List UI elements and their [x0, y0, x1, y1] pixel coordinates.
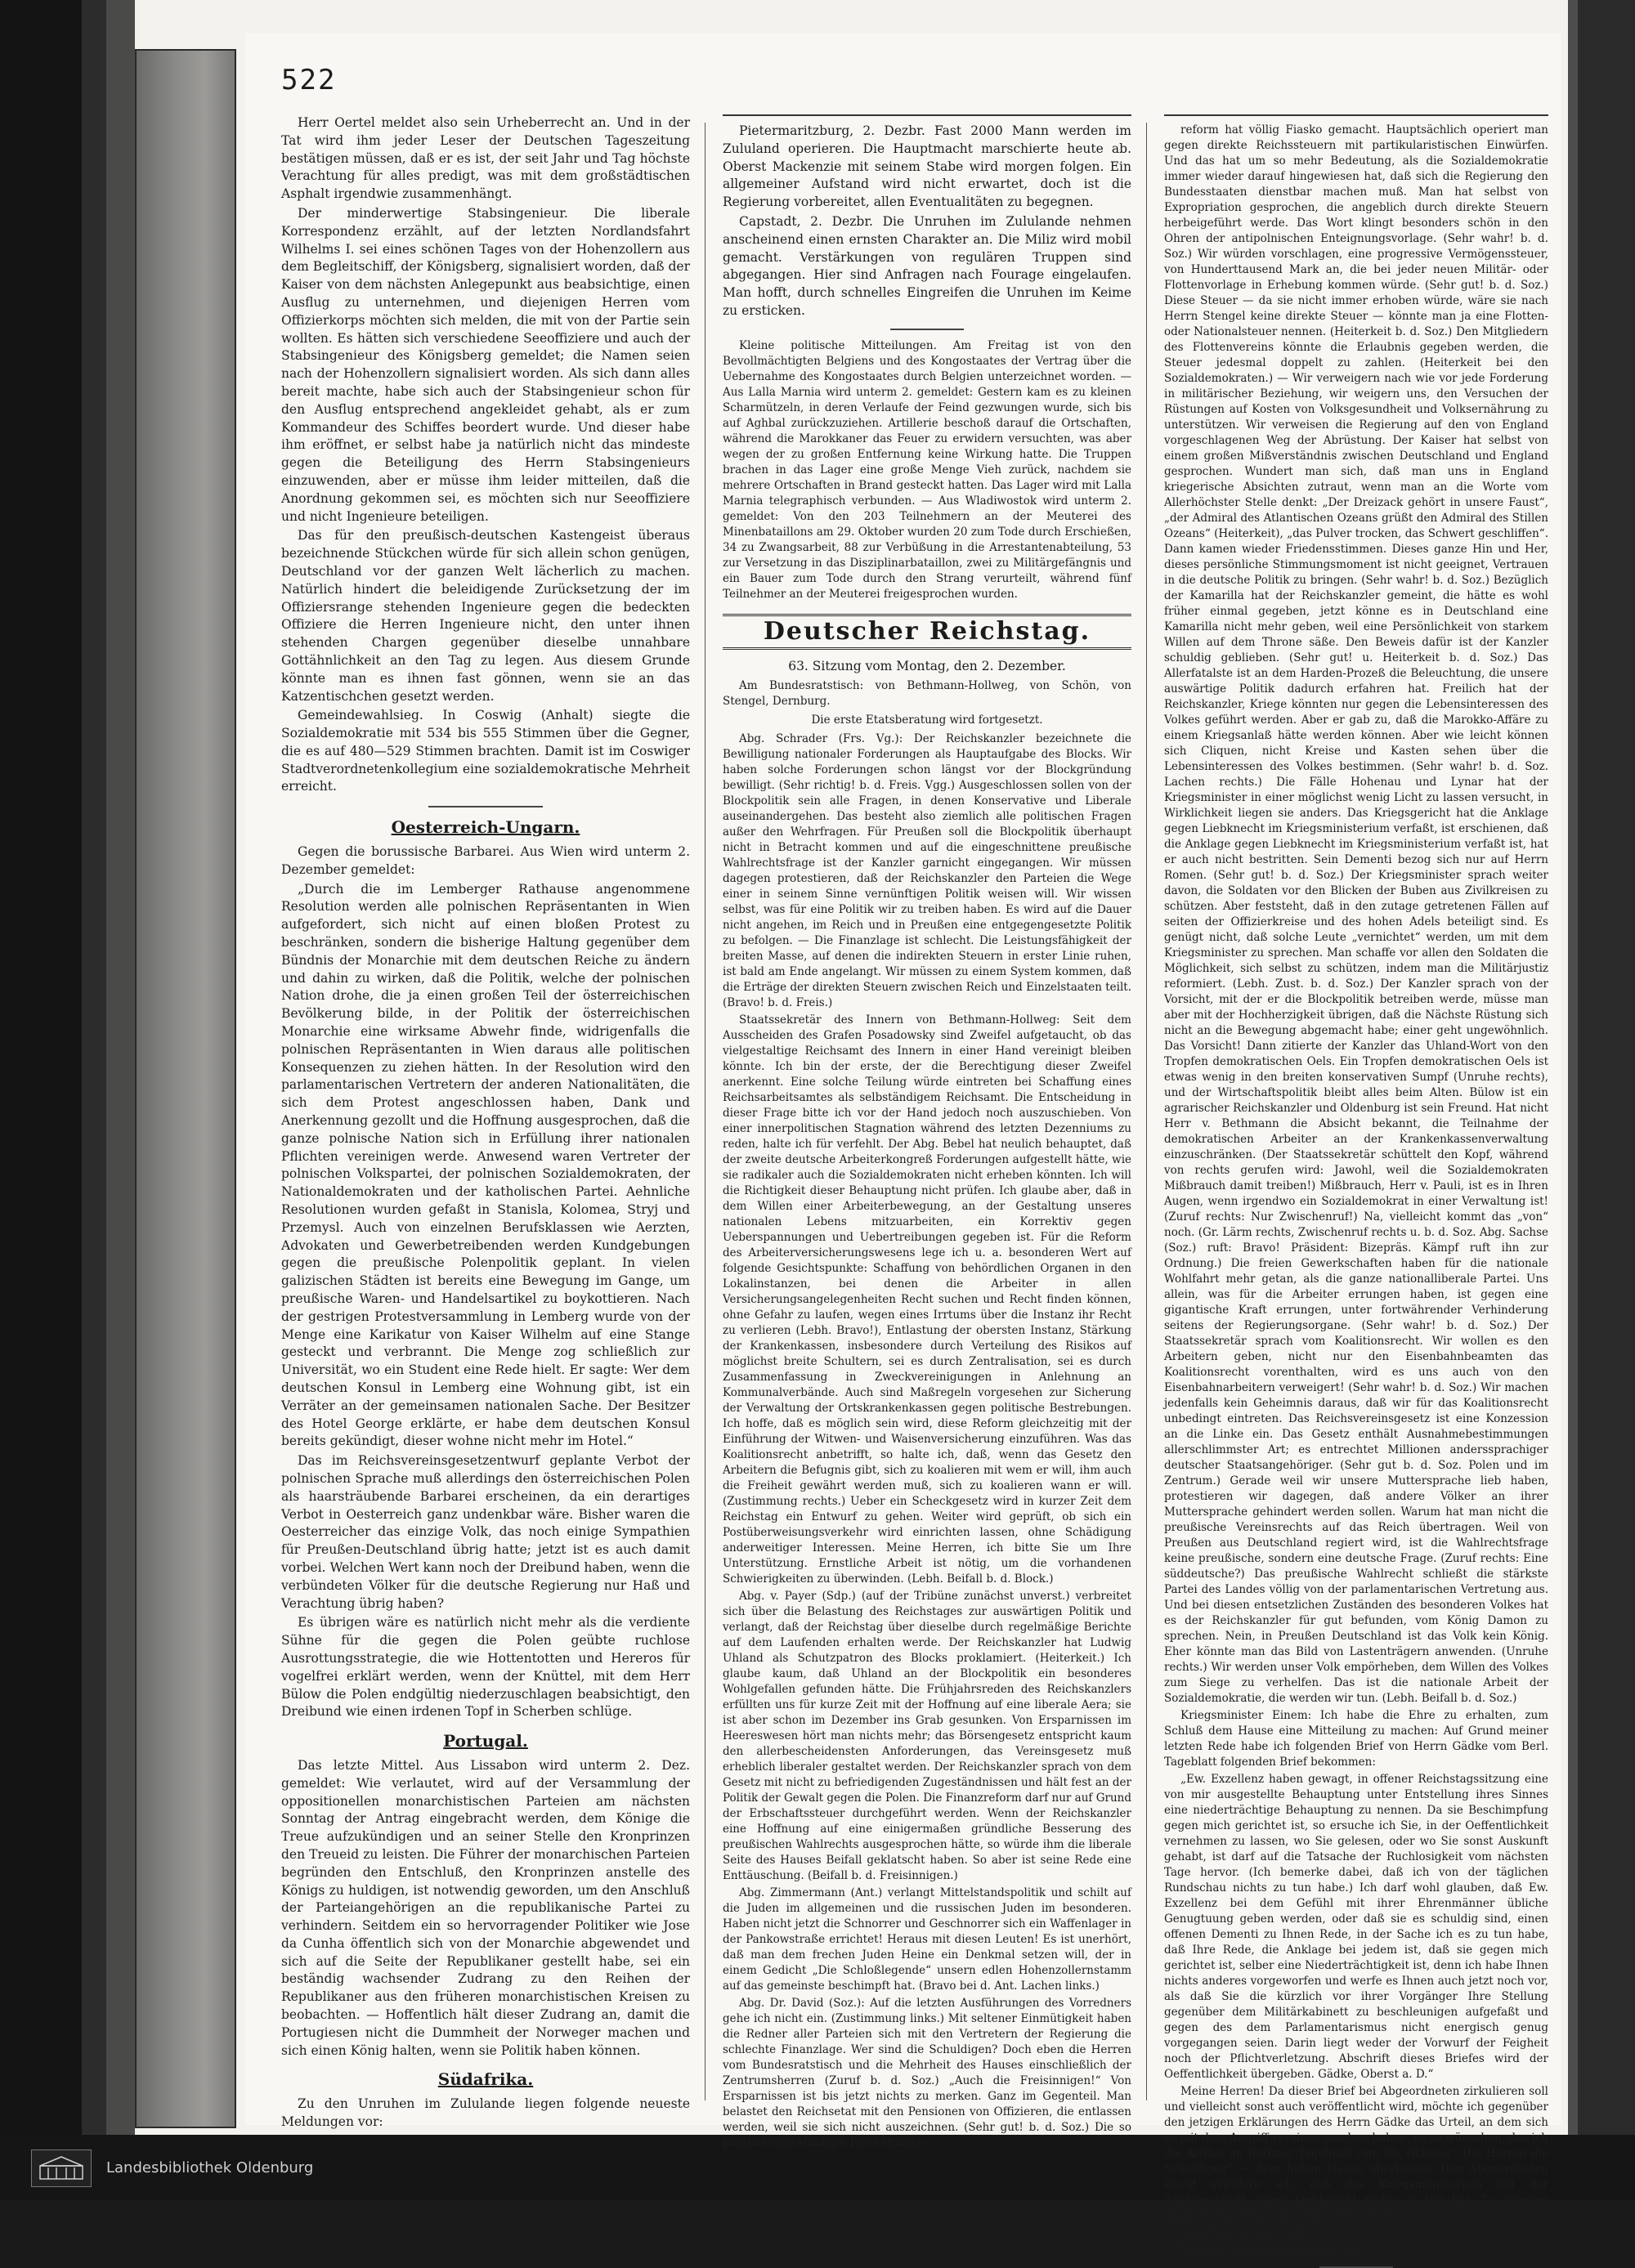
- section-heading: [281, 1733, 690, 1751]
- paragraph: Kriegsminister Einem: Ich habe die Ehre zu erhalten, zum Schluß dem Hause eine Mitteilung zu machen: Auf Grund meiner letzten Rede habe ich folgenden Brief von Herrn Gädke vom Berl. Tageblatt folgenden Brief bekommen:: [1164, 1709, 1548, 1769]
- paragraph: Am Bundesratstisch: von Bethmann-Hollweg, von Schön, von Stengel, Dernburg.: [723, 679, 1131, 709]
- paragraph: Herr Oertel meldet also sein Urheberrecht an. Und in der Tat wird ihm jeder Leser der Deutschen Tageszeitung bestätigen müssen, daß er es ist, der seit Jahr und Tag höchste Verachtung für alles predigt, was mit dem großstädtischen Asphalt irgendwie zusammenhängt.: [281, 115, 690, 202]
- paragraph: Das Haus vertagt sich.: [1180, 2226, 1308, 2239]
- column-middle: [723, 114, 1131, 2150]
- paragraph: Pietermaritzburg, 2. Dezbr. Fast 2000 Mann werden im Zululand operieren. Die Hauptmacht marschierte heute ab. Oberst Mackenzie mit seinem Stabe wird morgen folgen. Ein allgemeiner Aufstand wird nicht erwartet, doch ist die Regierung vorbereitet, allen Eventualitäten zu begegnen.: [723, 123, 1131, 210]
- paragraph: Nächste Sitzung Dienstag 1 Uhr.: [1180, 2243, 1364, 2257]
- paragraph: Das für den preußisch-deutschen Kastengeist überaus bezeichnende Stückchen würde für sich allein schon genügen, Deutschland vor der ganzen Welt lächerlich zu machen. Natürlich hindert die beleidigende Zurücksetzung der im Offiziersrange stehenden Ingenieure gegen die bedeckten Offiziere die Herren Ingenieure nicht, den unter ihnen stehenden Chargen gegenüber dieselbe unnahbare Gottähnlichkeit an den Tag zu legen. Aus diesem Grunde könnte man es ihnen fast gönnen, wenn sie an das Katzentischchen gesetzt werden.: [281, 528, 690, 704]
- paragraph: Das im Reichsvereinsgesetzentwurf geplante Verbot der polnischen Sprache muß allerdings den österreichischen Polen als haarsträubende Barbarei erscheinen, da ein derartiges Verbot in Oesterreich ganz undenkbar wäre. Bisher waren die Oesterreicher das einzige Volk, das noch einige Sympathien für Preußen-Deutschland übrig hatte; jetzt ist es auch damit vorbei. Welchen Wert kann noch der Dreibund haben, wenn die verbündeten Völker für die deutsche Regierung nur Haß und Verachtung übrig haben?: [281, 1453, 690, 1611]
- session-line: 63. Sitzung vom Montag, den 2. Dezember.: [788, 658, 1066, 673]
- paragraph: „Durch die im Lemberger Rathause angenommene Resolution werden alle polnischen Repräsentanten in Wien aufgefordert, sich nicht auf einen bloßen Protest zu beschränken, sondern die bisherige Haltung gegenüber dem Bündnis der Monarchie mit dem deutschen Reiche zu ändern und dahin zu wirken, daß die Politik, welche der polnischen Nation drohe, die ja einen großen Teil der österreichischen Bevölkerung bilde, in der Politik der österreichischen Monarchie eine wirksame Abwehr finde, widrigenfalls die polnischen Repräsentanten in Wien daraus alle politischen Konsequenzen zu ziehen hätten. In der Resolution wird den parlamentarischen Vertretern der anderen Nationalitäten, die sich dem Protest angeschlossen haben, Dank und Anerkennung gezollt und die Hoffnung ausgesprochen, daß die ganze polnische Nation sich in Erfüllung ihrer nationalen Pflichten vereinigen werde. Anwesend waren Vertreter der polnischen Volkspartei, der polnischen Sozialdemokraten, der Nationaldemokraten und der katholischen Partei. Aehnliche Resolutionen wurden gefaßt in Stanisla, Kolomea, Stryj und Przemysl. Auch von einzelnen Berufsklassen wie Aerzten, Advokaten und Gewerbetreibenden werden Kundgebungen gegen die preußische Polenpolitik geplant. In vielen galizischen Städten ist bereits eine Bewegung im Gange, um preußische Waren- und Handelsartikel zu boykottieren. Nach der gestrigen Protestversammlung in Lemberg wurde von der Menge eine Karikatur von Kaiser Wilhelm auf eine Stange gesteckt und verbrannt. Die Menge zog schließlich zur Universität, wo ein Student eine Rede hielt. Er sagte: Wer dem deutschen Konsul in Lemberg eine Wohnung gibt, ist ein Verräter an der gemeinsamen nationalen Sache. Der Besitzer des Hotel George erklärte, er habe dem deutschen Konsul bereits gekündigt, dieser wohne nicht mehr im Hotel.“: [281, 881, 690, 1449]
- section-heading: [281, 2071, 690, 2089]
- paragraph: Abg. v. Payer (Sdp.) (auf der Tribüne zunächst unverst.) verbreitet sich über die Belastung des Reichstages zur auswärtigen Politik und verlangt, daß der Reichstag über dieselbe durch regelmäßige Berichte auf dem Laufenden erhalten werde. Der Reichskanzler hat Ludwig Uhland als Schutzpatron des Blocks proklamiert. (Heiterkeit.) Ich glaube kaum, daß Uhland an der Blockpolitik ein besonderes Wohlgefallen gefunden hätte. Die Frühjahrsreden des Reichskanzlers erfüllten uns für kurze Zeit mit der Hoffnung auf eine liberale Aera; sie ist aber schon im Dezember ins Grab gesunken. Von Ersparnissen im Heereswesen hört man nichts mehr; das Börsengesetz entspricht kaum den allerbescheidensten Anforderungen, das Vereinsgesetz muß erheblich liberaler gestaltet werden. Der Reichskanzler sprach von dem Gesetz mit nicht zu befriedigenden Zugeständnissen und hält fest an der Politik der Gewalt gegen die Polen. Die Finanzreform darf nur auf Grund der Erbschaftssteuer durchgeführt werden. Wenn der Reichskanzler eine Hoffnung auf eine einigermaßen gründliche Besserung des preußischen Wahlrechts ausgesprochen hätte, so würde ihm die liberale Seite des Hauses Beifall geklatscht haben. So aber ist seine Rede eine Enttäuschung. (Beifall b. d. Freisinnigen.): [723, 1590, 1131, 1883]
- book-spine: [135, 49, 236, 2128]
- top-rule: [723, 114, 1131, 116]
- paragraph: Abg. Schrader (Frs. Vg.): Der Reichskanzler bezeichnete die Bewilligung nationaler Forderungen als Hauptaufgabe des Blocks. Wir haben solche Forderungen schon längst vor der Blockgründung bewilligt. (Sehr richtig! b. d. Freis. Vgg.) Ausgeschlossen sollen von der Blockpolitik sein alle Fragen, in denen Konservative und Liberale auseinandergehen. Das besteht also ziemlich alle politischen Fragen außer den Wehrfragen. Für Preußen soll die Blockpolitik überhaupt nicht in Betracht kommen und auf die eingeschnittene preußische Wahlrechtsfrage ist der Kanzler garnicht eingegangen. Wir müssen dagegen protestieren, daß der Reichskanzler den Parteien die Wege einer in seinem Sinne vernünftigen Politik weisen will. Wir wissen selbst, was für eine Politik wir zu treiben haben. Es wird auf die Dauer nicht angehen, im Reich und in Preußen eine entgegengesetzte Politik zu befolgen. — Die Finanzlage ist schlecht. Die Leistungsfähigkeit der breiten Masse, auf denen die indirekten Steuern in erster Linie ruhen, ist bald am Ende angelangt. Wir müssen zu einem System kommen, daß die Erträge der direkten Steuern zwischen Reich und Einzelstaaten teilt. (Bravo! b. d. Freis.): [723, 732, 1131, 1010]
- frame-right: [1578, 0, 1635, 2200]
- column-rule: [705, 123, 706, 2100]
- binding-edge: [82, 0, 106, 2200]
- section-heading-text: Oesterreich-Ungarn.: [391, 817, 580, 838]
- column-right: [1164, 114, 1548, 2257]
- paragraph: Die erste Etatsberatung wird fortgesetzt.: [811, 714, 1043, 727]
- paragraph: Es übrigen wäre es natürlich nicht mehr als die verdiente Sühne für die gegen die Polen geübte ruchlose Ausrottungsstrategie, die wie Hottentotten und Hereros für vogelfrei erklärt werden, wenn der Knüttel, mit dem Herr Bülow die Polen endgültig niederzuschlagen beabsichtigt, den Dreibund wie einen irdenen Topf in Scherben schlüge.: [281, 1615, 690, 1720]
- paragraph: Abg. Dr. David (Soz.): Auf die letzten Ausführungen des Vorredners gehe ich nicht ein. (Zustimmung links.) Mit seltener Einmütigkeit haben die Redner aller Parteien sich mit den Vertretern der Regierung die schlechte Finanzlage. Wer sind die Schuldigen? Doch eben die Herren vom Bundesratstisch und die Mehrheit des Hauses einschließlich der Zentrumsherren (Zuruf b. d. Soz.) „Auch die Freisinnigen!“ Von Ersparnissen ist bis jetzt nichts zu merken. Ganz im Gegenteil. Man belastet den Reichsetat mit den Pensionen von Offizieren, die entlassen werden, weil sie sich nicht auszeichnen. (Sehr gut! b. d. Soz.) Die so pompös angekündigte Reichsfinanz-: [723, 1997, 1131, 2150]
- paragraph: Das letzte Mittel. Aus Lissabon wird unterm 2. Dez. gemeldet: Wie verlautet, wird auf der Versammlung der oppositionellen monarchistischen Parteien am nächsten Sonntag der Antrag eingebracht werden, dem Könige die Treue aufzukündigen und an seiner Stelle den Kronprinzen den Treueid zu leisten. Die Führer der monarchischen Parteien begründen den Entschluß, den Kronprinzen anstelle des Königs zu huldigen, ist notwendig geworden, um den Anschluß der Parteiangehörigen an die republikanische Partei zu verhindern. Seitdem ein so hervorragender Politiker wie Jose da Cunha öffentlich sich von der Monarchie abgewendet und sich auf die Seite der Republikaner gestellt habe, sei ein beständig wachsender Zudrang zu den Reihen der Republikaner aus den früheren monarchistischen Kreisen zu beobachten. — Hoffentlich hält dieser Zudrang an, damit die Portugiesen nicht die Dummheit der Norweger machen und sich einen König halten, wenn sie Politik haben können.: [281, 1757, 690, 2058]
- separator-rule: [890, 329, 964, 330]
- reichstag-heading: Deutscher Reichstag.: [723, 614, 1131, 650]
- footer-credit: Landesbibliothek Oldenburg: [106, 2159, 314, 2176]
- paragraph: Der minderwertige Stabsingenieur. Die liberale Korrespondenz erzählt, auf der letzten Nordlandsfahrt Wilhelms I. sei eines schönen Tages von der Hohenzollern aus dem Begleitschiff, der Königsberg, signalisiert worden, daß der Kaiser von dem nächsten Anlegepunkt aus beabsichtige, einen Ausflug zu unternehmen, und diejenigen Herren vom Offizierkorps möchten sich melden, die mit von der Partie sein wollten. Es hätten sich verschiedene Seeoffiziere und auch der Stabsingenieur des Königsberg gemeldet; die Namen seien nach der Hohenzollern signalisiert worden. Als sich dann alles bereit machte, habe sich auch der Stabsingenieur schon für den Ausflug entsprechend angekleidet gehabt, als er zum Kommandeur des Schiffes beordert wurde. Und dieser habe ihm eröffnet, er selbst habe ja natürlich nicht das mindeste gegen die Beteiligung des Herrn Stabsingenieurs einzuwenden, aber er müsse ihm leider mitteilen, daß die Anordnung gekommen sei, es möchten sich nur Seeoffiziere und nicht Ingenieure beteiligen.: [281, 205, 690, 524]
- paragraph: Abg. Zimmermann (Ant.) verlangt Mittelstandspolitik und schilt auf die Juden im allgemeinen und die russischen Juden im besonderen. Haben nicht jetzt die Schnorrer und Geschnorrer sich ein Waffenlager in der Pankowstraße errichtet! Heraus mit diesen Leuten! Es ist unerhört, daß man dem frechen Juden Heine ein Denkmal setzen will, der in einem Gedicht „Die Schloßlegende“ unsern edlen Hohenzollernstamm auf das gemeinste beschimpft hat. (Bravo bei d. Ant. Lachen links.): [723, 1886, 1131, 1993]
- section-heading-text: Südafrika.: [437, 2069, 534, 2090]
- section-heading: [281, 819, 690, 837]
- newspaper-page: [245, 33, 1561, 2257]
- scanner-dark-area: [0, 0, 82, 2200]
- paragraph: Zu den Unruhen im Zululande liegen folgende neueste Meldungen vor:: [281, 2096, 690, 2130]
- frame-right-inner: [1568, 0, 1578, 2200]
- column-left: [281, 114, 690, 2130]
- paper-edge: [106, 0, 135, 2200]
- paragraph: Capstadt, 2. Dezbr. Die Unruhen im Zululande nehmen anscheinend einen ernsten Charakter an. Die Miliz wird mobil gemacht. Verstärkungen von regulären Truppen sind abgegangen. Hier sind Anfragen nach Fourage eingelaufen. Man hofft, durch schnelles Eingreifen die Unruhen im Keime zu ersticken.: [723, 213, 1131, 318]
- library-logo-icon: [31, 2149, 92, 2187]
- paragraph: Meine Herren! Da dieser Brief bei Abgeordneten zirkulieren soll und vielleicht sonst auch veröffentlicht wird, möchte ich gegenüber den jetzigen Erklärungen des Herrn Gädke das Urteil, an dem sich es mit dem Angriff vereinen machen haben, es so wünschen, das ich die Artikel im Berliner Tageblatt vom 30. Oktober „Die Herren die Schuldigen“ — dem hohen Hause überlassen. Den Abgeordneten David erwidere ich, daß das Kriegsministerium mit der Anklageschrift gegen Liebknecht nichts zu tun hat. Zu näheren Angaben bin ich an anderem Orte bereit.: [1164, 2085, 1548, 2222]
- paragraph: „Ew. Exzellenz haben gewagt, in offener Reichstagssitzung eine von mir ausgestellte Behauptung unter Entstellung ihres Sinnes eine niederträchtige Behauptung zu nennen. Da sie Beschimpfung gegen mich gerichtet ist, so ersuche ich Sie, in der Oeffentlichkeit vernehmen zu lassen, wo Sie gelesen, oder wo Sie sonst Auskunft gehabt, ist darf auf die Tatsache der Ruchlosigkeit vom nächsten Tage hervor. (Ich bemerke dabei, daß ich von der täglichen Rundschau nichts zu tun habe.) Ich darf wohl glauben, daß Ew. Exzellenz bei dem Gefühl mit ihrer Ehrenmänner übliche Genugtuung geben werden, oder daß sie es schuldig sind, einen offenen Dementi zu Ihnen Rede, in der Sache ich es zu tun habe, daß Ihre Rede, die Anklage bei jedem ist, daß sie gegen mich gerichtet ist, selber eine Niederträchtigkeit ist, denn ich habe Ihnen nichts anderes vorgeworfen und werfe es Ihnen auch jetzt noch vor, als daß Sie die kürzlich vor ihrer Vorgänger Ihre Stellung gegenüber dem Militärkabinett zu beschleunigen aufgefaßt und gegen des dem Parlamentarismus nicht energisch genug vorgegangen seien. Darin liegt weder der Vorwurf der Feigheit noch der Pflichtverletzung. Abschrift dieses Briefes wird der Oeffentlichkeit übergeben. Gädke, Oberst a. D.“: [1164, 1773, 1548, 2081]
- section-heading-text: Portugal.: [443, 1731, 528, 1751]
- separator-rule: [428, 806, 543, 807]
- column-rule: [1146, 123, 1147, 2100]
- paragraph: Gemeindewahlsieg. In Coswig (Anhalt) siegte die Sozialdemokratie mit 534 bis 555 Stimmen über die Gegner, die es auf 480—529 Stimmen brachten. Damit ist im Coswiger Stadtverordnetenkollegium eine sozialdemokratische Mehrheit erreicht.: [281, 708, 690, 794]
- page-number: 522: [281, 64, 337, 96]
- paragraph: reform hat völlig Fiasko gemacht. Hauptsächlich operiert man gegen direkte Reichssteuern mit partikularistischen Einwürfen. Und das hat um so mehr Bedeutung, als die Sozialdemokratie immer wieder darauf hingewiesen hat, daß sich die Regierung den Bundesstaaten dienstbar machen muß. Man hat selbst von Expropriation gesprochen, die angeblich durch direkte Steuern herbeigeführt werde. Das Wort klingt besonders schön in den Ohren der antipolnischen Enteignungsvorlage. (Sehr wahr! b. d. Soz.) Wir würden vorschlagen, eine progressive Vermögenssteuer, von Hunderttausend Mark an, die bei jeder neuen Militär- oder Flottenvorlage in Erhebung kommen würde. (Sehr gut! b. d. Soz.) Diese Steuer — da sie nicht immer erhoben würde, wäre sie nach Herrn Stengel keine direkte Steuer — könnte man ja eine Flotten- oder Nationalsteuer nennen. (Heiterkeit b. d. Soz.) Den Mitgliedern des Flottenvereins könnte die Erlaubnis gegeben werden, die Steuer jedesmal doppelt zu zahlen. (Heiterkeit bei den Sozialdemokraten.) — Wir verweigern nach wie vor jede Forderung in militärischer Beziehung, wir weigern uns, den Versuchen der Rüstungen auf Kosten von Volksgesundheit und Volksernährung zu unterstützen. Wir verweisen die Regierung auf den von England vorgeschlagenen Weg der Abrüstung. Der Kaiser hat selbst von einem großen Mißverständnis zwischen Deutschland und England gesprochen. Wundert man sich, daß man uns in England kriegerische Absichten zutraut, wenn man an die Worte vom Allerhöchster Stelle denkt: „Der Dreizack gehört in unsere Faust“, „der Admiral des Atlantischen Ozeans grüßt den Admiral des Stillen Ozeans“ (Heiterkeit), „das Pulver trocken, das Schwert geschliffen“. Dann kamen wieder Friedensstimmen. Dieses ganze Hin und Her, dieses persönliche Stimmungsmoment ist nicht geeignet, Vertrauen in die deutsche Politik zu bringen. (Sehr wahr! b. d. Soz.) Bezüglich der Kamarilla hat der Reichskanzler gemeint, die hätte es wohl früher einmal gegeben, jetzt könne es in Deutschland eine Kamarilla nicht mehr geben, weil eine Persönlichkeit von starkem Willen auf dem Throne säße. Den Beweis dafür ist der Kanzler schuldig geblieben. (Sehr gut! u. Heiterkeit b. d. Soz.) Das Allerfatalste ist an dem Harden-Prozeß die Beleuchtung, die unsere auswärtige Politik dadurch erfahren hat. Freilich hat der Reichskanzler, Kriege könnten nur gegen die Lebensinteressen des Volkes geführt werden. Aber er gab zu, daß die Marokko-Affäre zu einem Kriegsanlaß hätte werden können. Aber wie leicht können sich Cliquen, nicht Kreise und Kasten sehen über die Lebensinteressen des Volkes bestimmen. (Sehr wahr! b. d. Soz. Lachen rechts.) Die Fälle Hohenau und Lynar hat der Kriegsminister in einer möglichst wenig Licht zu lassen versucht, in Wirklichkeit liegen sie anders. Das Kriegsgericht hat die Anklage gegen Liebknecht im Kriegsministerium verfaßt, ist erschienen, daß die Anklage gegen Liebknecht im Kriegsministerium verfaßt ist, hat er auch nicht bestritten. Sein Dementi bezog sich nur auf Herrn Romen. (Sehr gut! b. d. Soz.) Der Kriegsminister sprach weiter davon, die Soldaten vor den Blicken der Buben aus Zivilkreisen zu schützen. Aber feststeht, daß in den zutage getretenen Fällen auf seiten der Offizierkreise und des hohen Adels beteiligt sind. Es genügt nicht, daß solche Leute „vernichtet“ werden, um mit dem Kriegsminister zu sprechen. Man schaffe vor allen den Soldaten die Möglichkeit, sich selbst zu schützen, indem man die Militärjustiz reformiert. (Lebh. Zust. b. d. Soz.) Der Kanzler sprach von der Vorsicht, mit der er die Blockpolitik betreiben werde, müsse man aber mit der Hochherzigkeit übrigen, daß die Nächste Rüstung sich nicht an die Bewegung abgemacht habe; einer geht ungewöhnlich. Das Vorsicht! Dann zitierte der Kanzler das Uhland-Wort von den Tropfen demokratischen Oels. Ein Tropfen demokratischen Oels ist etwas wenig in den breiten konservativen Sumpf (Unruhe rechts), und der Wirtschaftspolitik bleibt alles beim Alten. Bülow ist ein agrarischer Reichskanzler und Oldenburg ist sein Freund. Hat nicht Herr v. Bethmann die Absicht bekannt, die Teilnahme der demokratischen Arbeiter an der Krankenkassenverwaltung einzuschränken. (Der Staatssekretär schüttelt den Kopf, während von rechts gerufen wird: Jawohl, weil die Sozialdemokraten Mißbrauch damit treiben!) Mißbrauch, Herr v. Pauli, ist es in Ihren Augen, wenn irgendwo ein Sozialdemokrat in einer Verwaltung ist! (Zuruf rechts: Nur Zwischenruf!) Na, vielleicht kommt das „von“ noch. (Gr. Lärm rechts, Zwischenruf rechts u. b. d. Soz. Abg. Sachse (Soz.) ruft: Bravo! Präsident: Bizepräs. Kämpf ruft ihn zur Ordnung.) Die freien Gewerkschaften haben für die nationale Wohlfahrt mehr getan, als die ganze nationalliberale Partei. Uns allein, was für die Arbeiter errungen haben, ist gegen eine gigantische Kraft errungen, unter fortwährender Verhinderung seitens der Regierungsorgane. (Sehr wahr! b. d. Soz.) Der Staatssekretär sprach vom Koalitionsrecht. Wir wollen es den Arbeitern geben, nicht nur den Eisenbahnbeamten das Koalitionsrecht vorenthalten, wird es uns auch von den Eisenbahnarbeitern verweigert! (Sehr wahr! b. d. Soz.) Wir machen jedenfalls kein Geheimnis daraus, daß wir für das Koalitionsrecht unbedingt eintreten. Das Reichsvereinsgesetz ist eine Konzession an die Linke ein. Das Gesetz enthält Ausnahmebestimmungen allerschlimmster Art; es entrechtet Millionen anderssprachiger deutscher Staatsangehöriger. (Sehr gut b. d. Soz. Polen und im Zentrum.) Gerade weil wir unsere Muttersprache lieb haben, protestieren wir dagegen, daß andere Völker an ihrer Muttersprache gehindert werden sollen. Warum hat man nicht die preußische Vereinsrechts auf das Reich übertragen. Weil von Preußen aus Deutschland regiert wird, ist die Wahlrechtsfrage keine preußische, sondern eine deutsche Frage. (Zuruf rechts: Eine süddeutsche?) Das preußische Wahlrecht schließt die stärkste Partei des Landes völlig von der parlamentarischen Vertretung aus. Und bei diesen entsetzlichen Zuständen des besonderen Volkes hat es der Reichskanzler für gut befunden, vom König Damon zu sprechen. Nein, in Preußen Deutschland ist das Volk kein König. Eher könnte man das Bild von Lastenträgern anwenden. (Unruhe rechts.) Wir werden unser Volk empörheben, dem Willen des Volkes zum Siege zu verhelfen. Das ist die nationale Arbeit der Sozialdemokratie, die werden wir tun. (Lebh. Beifall b. d. Soz.): [1164, 123, 1548, 1705]
- paragraph: Kleine politische Mitteilungen. Am Freitag ist von den Bevollmächtigten Belgiens und des Kongostaates der Vertrag über die Uebernahme des Kongostaates durch Belgien unterzeichnet worden. — Aus Lalla Marnia wird unterm 2. gemeldet: Gestern kam es zu kleinen Scharmützeln, in deren Verlaufe der Feind gezwungen wurde, sich bis auf Aghbal zurückzuziehen. Artillerie beschoß darauf die Ortschaften, während die Marokkaner das Feuer zu erwidern versuchten, was aber wegen der zu großen Entfernung keine Wirkung hatte. Die Truppen brachen in das Lager eine große Menge Vieh zurück, nachdem sie mehrere Ortschaften in Brand gesteckt hatten. Das Lager wird mit Lalla Marnia telegraphisch verbunden. — Aus Wladiwostok wird unterm 2. gemeldet: Von den 203 Teilnehmern an der Meuterei des Minenbataillons am 29. Oktober wurden 20 zum Tode durch Erschießen, 34 zu Zwangsarbeit, 88 zur Verbüßung in die Arrestantenabteilung, 53 zur Versetzung in das Disziplinarbataillon, zwei zu Militärgefängnis und ein Bauer zum Tode durch den Strang verurteilt, während fünf Teilnehmer an der Meuterei freigesprochen wurden.: [723, 338, 1131, 601]
- top-rule: [1164, 114, 1548, 116]
- paragraph: Gegen die borussische Barbarei. Aus Wien wird unterm 2. Dezember gemeldet:: [281, 844, 690, 877]
- paragraph: Staatssekretär des Innern von Bethmann-Hollweg: Seit dem Ausscheiden des Grafen Posadowsky sind Zweifel aufgetaucht, ob das vielgestaltige Reichsamt des Innern in einer Hand vereinigt bleiben könnte. Ich bin der erste, der die Berechtigung dieser Zweifel anerkennt. Eine solche Teilung würde eintreten bei Schaffung eines Reichsarbeitsamtes als selbständigem Reichsamt. Die Entscheidung in dieser Frage bitte ich vor der Hand jedoch noch auszuschieben. Von einer innerpolitischen Stagnation während des letzten Dezenniums zu reden, halte ich für verfehlt. Der Abg. Bebel hat neulich behauptet, daß der zweite deutsche Arbeiterkongreß Forderungen aufgestellt hätte, wie sie radikaler auch die Sozialdemokraten nicht erheben könnten. Ich will die Richtigkeit dieser Behauptung nicht prüfen. Ich glaube aber, daß in dem Willen einer Arbeiterbewegung, an der Gestaltung unseres nationalen Lebens mitzuarbeiten, ein Korrektiv gegen Ueberspannungen und Uebertreibungen gegeben ist. Für die Reform des Arbeiterversicherungswesens lege ich u. a. besonderen Wert auf folgende Gesichtspunkte: Schaffung von behördlichen Organen in den Lokalinstanzen, bei denen die Arbeiter in allen Versicherungsangelegenheiten Recht suchen und Recht finden können, ohne Gefahr zu laufen, wegen eines Irrtums über die Instanz ihr Recht zu verlieren (Lebh. Bravo!), Entlastung der obersten Instanz, Stärkung der Krankenkassen, insbesondere durch Verteilung des Risikos auf möglichst breite Schultern, sei es durch Zentralisation, sei es durch Zusammenfassung in Zweckvereinigungen in Anlehnung an Kommunalverbände. Auch sind Maßregeln vorgesehen zur Sicherung der Verwaltung der Ortskrankenkassen gegen politische Bestrebungen. Ich hoffe, daß es möglich sein wird, diese Reform gleichzeitig mit der Einführung der Witwen- und Waisenversicherung einzuführen. Was das Koalitionsrecht anbetrifft, so halte ich, daß, wenn das Gesetz den Arbeitern die Befugnis gibt, sich zu koalieren mit wem er will, ihm auch die Freiheit gewährt werden muß, sich zu koalieren wann er will. (Zustimmung rechts.) Ueber ein Scheckgesetz wird in kurzer Zeit dem Reichstag ein Entwurf zu gehen. Weiter wird geprüft, ob sich ein Postüberweisungsverkehr wird einrichten lassen, ohne Schädigung anderweitiger Interessen. Meine Herren, ich bitte Sie um Ihre Unterstützung. Ernstliche Arbeit ist nötig, um die vorhandenen Schwierigkeiten zu überwinden. (Lebh. Beifall b. d. Block.): [723, 1013, 1131, 1586]
